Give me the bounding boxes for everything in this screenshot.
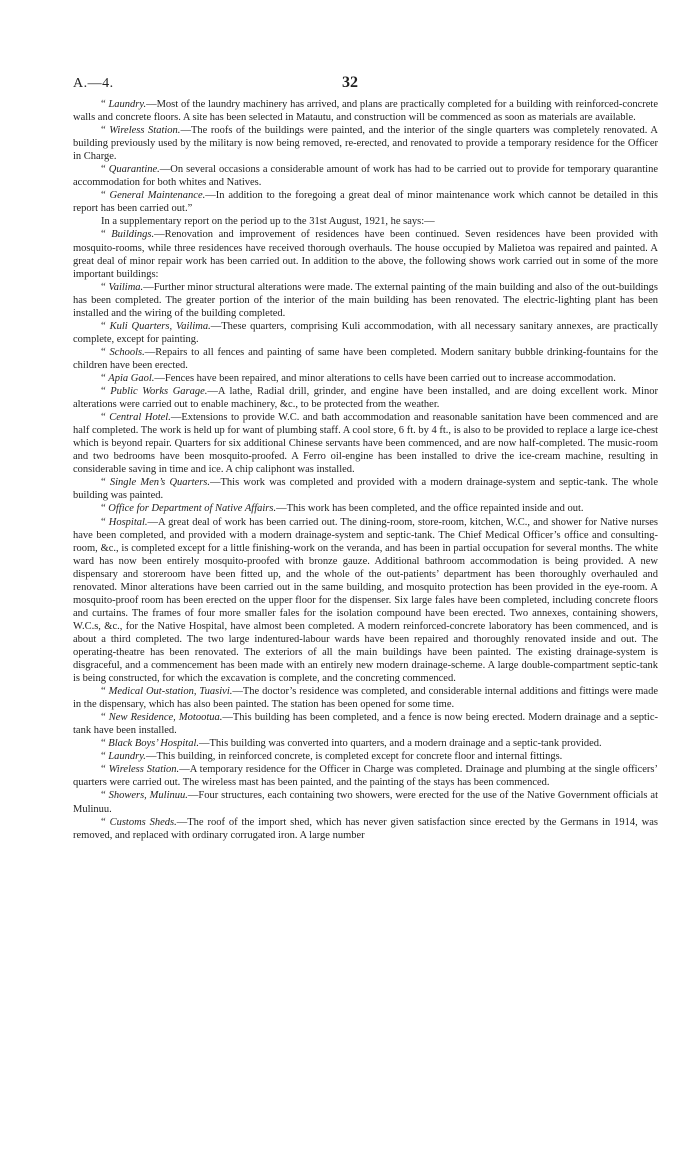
paragraph <box>73 385 658 411</box>
paragraph-heading: Wireless Station. <box>109 125 181 137</box>
paragraph <box>73 163 658 189</box>
opening-quote: “ <box>101 712 109 724</box>
opening-quote: “ <box>101 281 109 293</box>
opening-quote: “ <box>101 738 109 750</box>
paragraph <box>73 685 658 711</box>
paragraph <box>73 124 658 163</box>
paragraph-heading: Customs Sheds. <box>109 816 177 828</box>
paragraph-text: —On several occasions a considerable amount of work has had to be carried out to provide for temporary quarantine accommodation for both whites and Natives. <box>73 164 658 189</box>
paragraph-heading: Office for Department of Native Affairs. <box>108 503 277 515</box>
opening-quote: “ <box>101 477 110 489</box>
opening-quote: “ <box>101 790 109 802</box>
paragraph-text: —A temporary residence for the Officer in Charge was completed. Drainage and plumbing at the single officers’ quarters were carried out. The wireless mast has been painted, and the painting of the stays has been commenced. <box>73 764 658 789</box>
paragraph-heading: General Maintenance. <box>109 190 206 202</box>
paragraph <box>73 516 658 686</box>
opening-quote: “ <box>101 751 109 763</box>
paragraph-heading: New Residence, Motootua. <box>108 712 223 724</box>
paragraph-text: —In addition to the foregoing a great deal of minor maintenance work which cannot be detailed in this report has been carried out.” <box>73 190 658 215</box>
paragraph-heading: Buildings. <box>111 229 155 241</box>
document-reference: A.—4. <box>73 76 114 91</box>
paragraph <box>73 816 658 842</box>
paragraph-text: —These quarters, comprising Kuli accommodation, with all necessary sanitary annexes, are practically complete, except for painting. <box>73 320 658 345</box>
paragraph <box>73 711 658 737</box>
paragraph-heading: Vailima. <box>108 281 144 293</box>
paragraph <box>73 98 658 124</box>
page-number: 32 <box>342 74 358 91</box>
paragraph-heading: Black Boys’ Hospital. <box>108 738 199 750</box>
paragraph-heading: Showers, Mulinuu. <box>108 790 188 802</box>
opening-quote: “ <box>101 125 110 137</box>
paragraph-text: —The doctor’s residence was completed, and considerable internal additions and fittings were made in the dispensary, which has also been painted. The station has been opened for some time. <box>73 686 658 711</box>
paragraph-text: —The roof of the import shed, which has never given satisfaction since erected by the Germans in 1914, was removed, and replaced with ordinary corrugated iron. A large number <box>73 816 658 841</box>
paragraph-heading: Wireless Station. <box>108 764 180 776</box>
paragraph-text: —Extensions to provide W.C. and bath accommodation and reasonable sanitation have been commenced and are half completed. The work is held up for want of plumbing staff. A cool store, 6 ft. by 4 ft., is also to be provided to replace a large ice-chest which is beyond repair. Quarters for six additional Chinese servants have been commenced, and are now half-completed. The music-room and two bedrooms have been mosquito-proofed. A Ferro oil-engine has been installed to drive the ice-cream machine, resulting in considerable saving in time and ice. A chip caliphont was installed. <box>73 412 658 476</box>
paragraph <box>73 750 658 763</box>
paragraph-text: —Repairs to all fences and painting of same have been completed. Modern sanitary bubble drinking-fountains for the children have been erected. <box>73 346 658 371</box>
opening-quote: “ <box>101 164 109 176</box>
opening-quote: “ <box>101 386 111 398</box>
opening-quote: “ <box>101 503 109 515</box>
paragraph-heading: Kuli Quarters, Vailima. <box>109 320 211 332</box>
paragraph <box>73 346 658 372</box>
paragraph-heading: Laundry. <box>108 751 146 763</box>
paragraph-heading: Schools. <box>109 346 145 358</box>
paragraph-heading: Public Works Garage. <box>110 386 208 398</box>
paragraph <box>73 411 658 476</box>
paragraph-text: —Further minor structural alterations were made. The external painting of the main building and also of the out-buildings has been completed. The greater portion of the interior of the main building has been renovated. The electric-lighting plant has been installed and the wiring of the building completed. <box>73 281 658 319</box>
paragraph <box>73 281 658 320</box>
opening-quote: “ <box>101 686 109 698</box>
paragraph-text: —Most of the laundry machinery has arrived, and plans are practically completed for a building with reinforced-concrete walls and concrete floors. A site has been selected in Matautu, and construction will be commenced as soon as materials are available. <box>73 99 658 124</box>
paragraph-text: —This building, in reinforced concrete, is completed except for concrete floor and internal fittings. <box>145 751 563 763</box>
opening-quote: “ <box>101 816 110 828</box>
paragraph <box>73 189 658 215</box>
paragraph <box>73 476 658 502</box>
opening-quote: “ <box>101 190 110 202</box>
opening-quote: “ <box>101 320 110 332</box>
opening-quote: “ <box>101 99 109 110</box>
paragraph <box>73 215 658 228</box>
opening-quote: “ <box>101 764 109 776</box>
paragraph-heading: Hospital. <box>108 516 148 528</box>
paragraph <box>73 789 658 815</box>
paragraph <box>73 228 658 280</box>
paragraph-text: In a supplementary report on the period up to the 31st August, 1921, he says:— <box>101 216 435 228</box>
paragraph-heading: Medical Out-station, Tuasivi. <box>108 686 233 698</box>
paragraph-text: —This work was completed and provided with a modern drainage-system and septic-tank. The whole building was painted. <box>73 477 658 502</box>
paragraph-heading: Single Men’s Quarters. <box>109 477 211 489</box>
paragraph-text: —Four structures, each containing two showers, were erected for the use of the Native Government officials at Mulinuu. <box>73 790 658 815</box>
paragraph-text: —This building has been completed, and a fence is now being erected. Modern drainage and a septic-tank have been installed. <box>73 712 658 737</box>
body-text <box>73 98 658 842</box>
paragraph-heading: Quarantine. <box>108 164 160 176</box>
opening-quote: “ <box>101 516 109 528</box>
paragraph-heading: Laundry. <box>108 99 147 110</box>
paragraph <box>73 320 658 346</box>
opening-quote: “ <box>101 229 112 241</box>
paragraph-heading: Apia Gaol. <box>108 372 155 384</box>
paragraph <box>73 737 658 750</box>
paragraph <box>73 502 658 515</box>
paragraph-heading: Central Hotel. <box>109 412 171 424</box>
opening-quote: “ <box>101 412 110 424</box>
paragraph-text: —Renovation and improvement of residences have been continued. Seven residences have been provided with mosquito-rooms, while three residences have received thorough overhauls. The house occupied by Malietoa was repaired and painted. A great deal of minor repair work has been carried out. In addition to the above, the following shows work carried out in some of the more important buildings: <box>73 229 658 280</box>
paragraph-text: —Fences have been repaired, and minor alterations to cells have been carried out to increase accommodation. <box>154 372 616 384</box>
paragraph <box>73 372 658 385</box>
paragraph-text: —A lathe, Radial drill, grinder, and engine have been installed, and are doing excellent work. Minor alterations were carried out to enable machinery, &c., to be protected from the weather. <box>73 386 658 411</box>
paragraph-text: —This building was converted into quarters, and a modern drainage and a septic-tank provided. <box>199 738 602 750</box>
paragraph-text: —This work has been completed, and the office repainted inside and out. <box>276 503 584 515</box>
opening-quote: “ <box>101 372 109 384</box>
paragraph-text: —The roofs of the buildings were painted, and the interior of the single quarters was completely renovated. A building previously used by the military is now being removed, re-erected, and renovated to provide a temporary residence for the Officer in Charge. <box>73 125 658 163</box>
paragraph-text: —A great deal of work has been carried out. The dining-room, store-room, kitchen, W.C., and shower for Native nurses have been completed, and provided with a modern drainage-system and septic-tank. The Chief Medical Officer’s office and consulting-room, &c., is completed except for a little finishing-work on the veranda, and has been in partial occupation for several months. The white ward has now been entirely mosquito-proofed with bronze gauze. Additional bathroom accommodation is being provided. A new dispensary and storeroom have been fitted up, and the whole of the out-patients’ department has been thoroughly overhauled and renovated. Minor alterations have been carried out in the same building, and mosquito protection has been provided in the eye-room. A mosquito-proof room has been erected on the upper floor for the dispenser. Six large fales have been completed, including concrete floors and curtains. The frames of four more smaller fales for the isolation compound have been erected. Two annexes, containing showers, W.C.s, &c., for the Native Hospital, have almost been completed. A modern reinforced-concrete laboratory has been commenced, and is about a third completed. The two large indentured-labour wards have been repaired and thoroughly renovated inside and out. The operating-theatre has been renovated. The exteriors of all the main buildings have been painted. The existing drainage-system is disgraceful, and a commencement has been made with an entirely new modern drainage-scheme. A large double-compartment septic-tank is being constructed, for which the excavation is complete, and the concreting commenced. <box>73 516 658 685</box>
opening-quote: “ <box>101 346 110 358</box>
paragraph <box>73 763 658 789</box>
